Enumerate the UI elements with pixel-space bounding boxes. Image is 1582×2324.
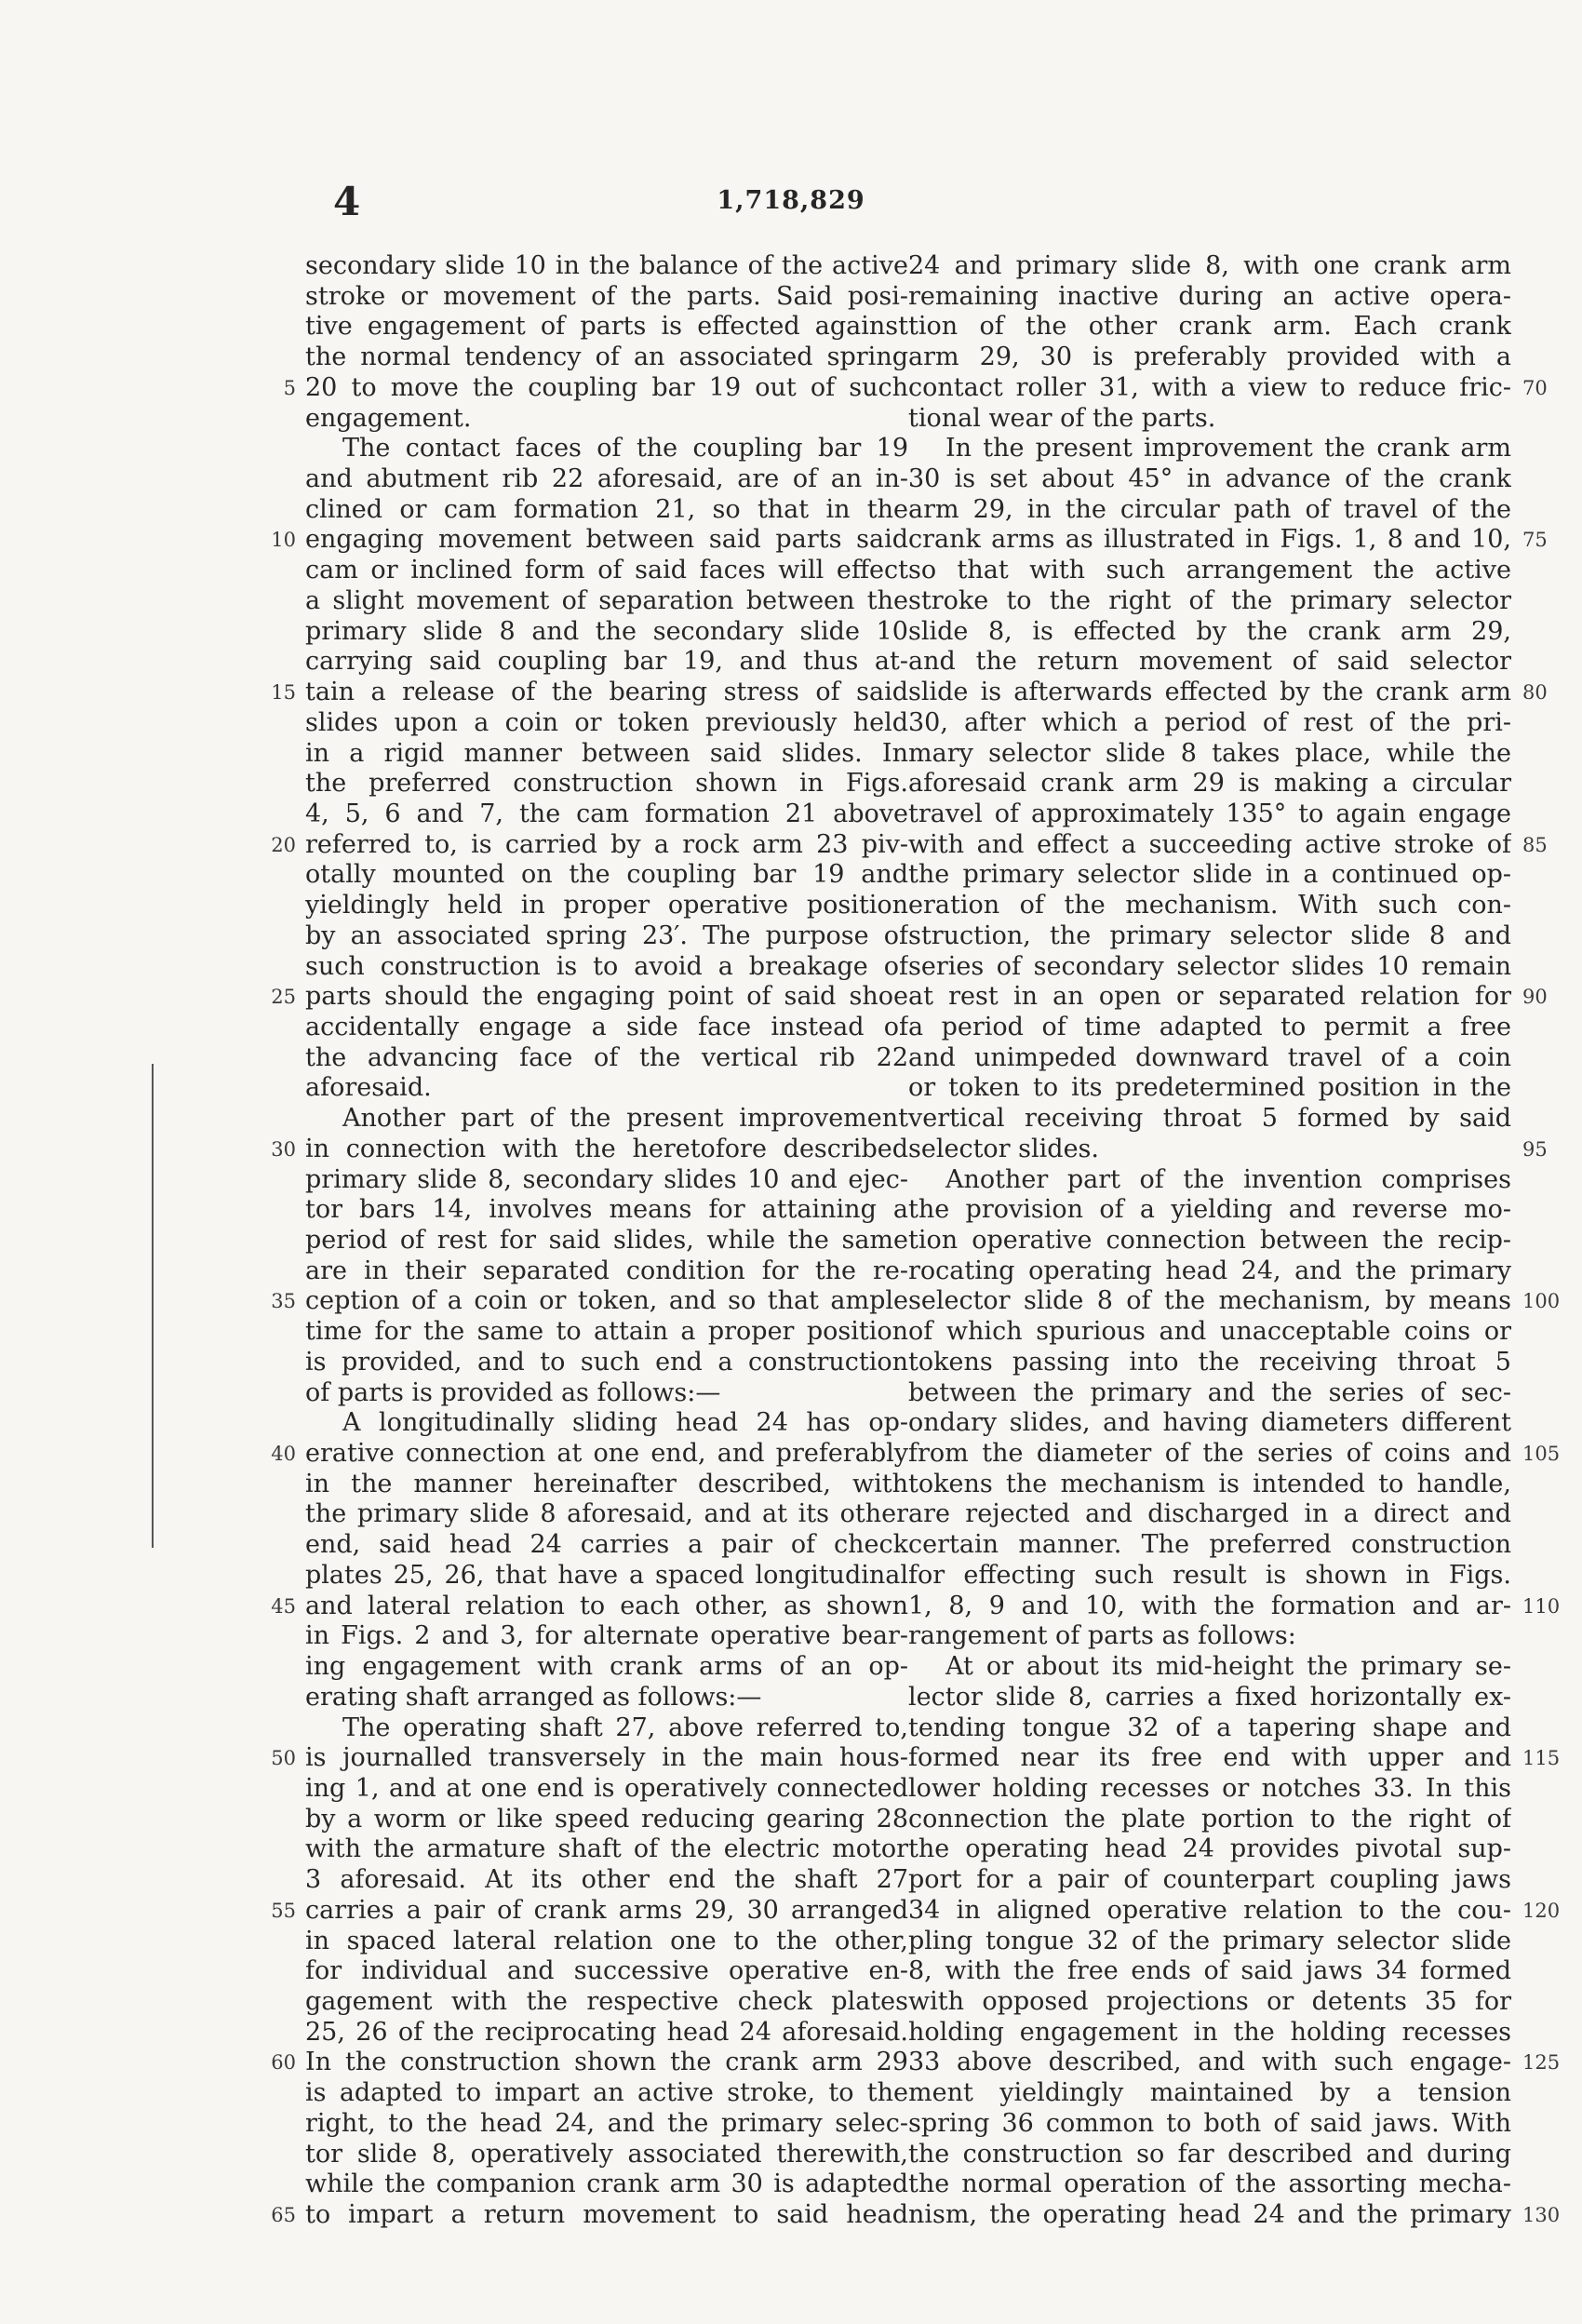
text-line: in spaced lateral relation one to the other, bbox=[305, 1926, 908, 1955]
text-line: 30, after which a period of rest of the pri- bbox=[908, 707, 1511, 737]
right-line-number: 125 bbox=[1522, 2051, 1561, 2075]
text-line: the operating head 24 provides pivotal sup- bbox=[908, 1834, 1511, 1864]
left-text-column bbox=[305, 251, 908, 2231]
text-line: with the armature shaft of the electric motor bbox=[305, 1834, 908, 1864]
text-line: mary selector slide 8 takes place, while the bbox=[908, 738, 1511, 768]
right-line-number: 85 bbox=[1522, 833, 1548, 856]
text-line: otally mounted on the coupling bar 19 and bbox=[305, 860, 908, 890]
right-line-number: 130 bbox=[1522, 2204, 1561, 2227]
text-line: engagement. bbox=[305, 403, 472, 433]
text-line: while the companion crank arm 30 is adapted bbox=[305, 2170, 908, 2199]
text-line: slides upon a coin or token previously held bbox=[305, 707, 908, 737]
text-line: plates 25, 26, that have a spaced longitudinal bbox=[305, 1560, 908, 1590]
text-line: for effecting such result is shown in Figs. bbox=[908, 1560, 1511, 1590]
text-line: carries a pair of crank arms 29, 30 arranged bbox=[305, 1895, 908, 1925]
text-line: slide is afterwards effected by the crank arm bbox=[908, 678, 1511, 707]
text-line: connection the plate portion to the right of bbox=[908, 1804, 1511, 1834]
text-line: 24 and primary slide 8, with one crank arm bbox=[908, 251, 1511, 280]
text-line: ment yieldingly maintained by a tension bbox=[908, 2078, 1511, 2108]
text-line: ception of a coin or token, and so that ample bbox=[305, 1286, 908, 1316]
text-line: stroke or movement of the parts. Said posi- bbox=[305, 281, 908, 311]
text-line: pling tongue 32 of the primary selector slide bbox=[908, 1926, 1511, 1955]
text-line: 3 aforesaid. At its other end the shaft 27 bbox=[305, 1865, 908, 1895]
right-line-number: 75 bbox=[1522, 529, 1548, 552]
text-line: primary slide 8, secondary slides 10 and ejec- bbox=[305, 1164, 908, 1194]
page-number: 4 bbox=[333, 179, 361, 224]
text-line: by a worm or like speed reducing gearing 28 bbox=[305, 1804, 908, 1834]
text-line: vertical receiving throat 5 formed by said bbox=[908, 1104, 1511, 1134]
margin-mark bbox=[152, 1064, 154, 1548]
text-line: selector slide 8 of the mechanism, by means bbox=[908, 1286, 1511, 1316]
right-line-number: 95 bbox=[1522, 1137, 1548, 1161]
left-line-number: 25 bbox=[271, 986, 296, 1009]
text-line: Another part of the invention comprises bbox=[945, 1164, 1511, 1194]
text-line: is provided, and to such end a construction bbox=[305, 1347, 908, 1377]
text-line: the primary selector slide in a continued op- bbox=[908, 860, 1511, 890]
text-line: tor slide 8, operatively associated therewith, bbox=[305, 2139, 908, 2169]
text-line: with and effect a succeeding active stroke of bbox=[908, 829, 1511, 859]
text-line: the provision of a yielding and reverse mo- bbox=[908, 1195, 1511, 1225]
left-line-number: 55 bbox=[271, 1899, 296, 1922]
text-line: spring 36 common to both of said jaws. With bbox=[908, 2108, 1511, 2138]
text-line: aforesaid. bbox=[305, 1073, 432, 1103]
text-line: in Figs. 2 and 3, for alternate operative bear- bbox=[305, 1621, 908, 1651]
text-line: ing engagement with crank arms of an op- bbox=[305, 1652, 908, 1682]
text-line: certain manner. The preferred construction bbox=[908, 1530, 1511, 1560]
text-line: right, to the head 24, and the primary selec- bbox=[305, 2108, 908, 2138]
text-line: tending tongue 32 of a tapering shape and bbox=[908, 1713, 1511, 1742]
text-line: is adapted to impart an active stroke, to the bbox=[305, 2078, 908, 2108]
text-line: port for a pair of counterpart coupling jaws bbox=[908, 1865, 1511, 1895]
left-line-number: 20 bbox=[271, 833, 296, 856]
left-line-number: 45 bbox=[271, 1594, 296, 1618]
text-line: tion of the other crank arm. Each crank bbox=[908, 312, 1511, 342]
patent-number: 1,718,829 bbox=[717, 186, 865, 215]
left-line-number: 65 bbox=[271, 2204, 296, 2227]
text-line: arm 29, 30 is preferably provided with a bbox=[908, 343, 1511, 372]
text-line: and abutment rib 22 aforesaid, are of an in- bbox=[305, 464, 908, 494]
text-line: period of rest for said slides, while the same bbox=[305, 1226, 908, 1255]
right-line-number: 115 bbox=[1522, 1747, 1561, 1770]
text-line: 30 is set about 45° in advance of the crank bbox=[908, 464, 1511, 494]
text-line: in connection with the heretofore described bbox=[305, 1134, 908, 1163]
text-line: with opposed projections or detents 35 for bbox=[908, 1986, 1511, 2016]
text-line: between the primary and the series of sec- bbox=[908, 1377, 1511, 1407]
text-line: primary slide 8 and the secondary slide 10 bbox=[305, 616, 908, 646]
text-line: remaining inactive during an active opera- bbox=[908, 281, 1511, 311]
text-line: is journalled transversely in the main hous- bbox=[305, 1743, 908, 1773]
text-line: selector slides. bbox=[908, 1134, 1099, 1163]
text-line: struction, the primary selector slide 8 and bbox=[908, 920, 1511, 950]
text-line: At or about its mid-height the primary se- bbox=[945, 1652, 1511, 1682]
text-line: erative connection at one end, and preferably bbox=[305, 1439, 908, 1469]
text-line: 25, 26 of the reciprocating head 24 aforesaid. bbox=[305, 2017, 908, 2047]
right-text-column bbox=[908, 251, 1511, 2231]
text-line: holding engagement in the holding recesses bbox=[908, 2017, 1511, 2047]
text-line: such construction is to avoid a breakage of bbox=[305, 951, 908, 981]
text-line: by an associated spring 23′. The purpose of bbox=[305, 920, 908, 950]
text-line: and lateral relation to each other, as shown bbox=[305, 1591, 908, 1620]
text-line: time for the same to attain a proper position bbox=[305, 1317, 908, 1347]
right-line-number: 105 bbox=[1522, 1443, 1561, 1466]
text-line: the preferred construction shown in Figs. bbox=[305, 769, 908, 799]
text-line: and unimpeded downward travel of a coin bbox=[908, 1042, 1511, 1072]
text-line: gagement with the respective check plates bbox=[305, 1986, 908, 2016]
left-line-number: 40 bbox=[271, 1443, 296, 1466]
text-line: tion operative connection between the recip- bbox=[908, 1226, 1511, 1255]
text-line: slide 8, is effected by the crank arm 29, bbox=[908, 616, 1511, 646]
text-line: and the return movement of said selector bbox=[908, 647, 1511, 677]
text-line: in a rigid manner between said slides. In bbox=[305, 738, 908, 768]
left-line-number: 10 bbox=[271, 529, 296, 552]
text-line: the primary slide 8 aforesaid, and at its other bbox=[305, 1499, 908, 1529]
text-line: tive engagement of parts is effected against bbox=[305, 312, 908, 342]
text-line: secondary slide 10 in the balance of the active bbox=[305, 251, 908, 280]
right-line-number: 110 bbox=[1522, 1594, 1561, 1618]
left-line-number: 60 bbox=[271, 2051, 296, 2075]
text-line: 34 in aligned operative relation to the cou- bbox=[908, 1895, 1511, 1925]
left-line-number: 15 bbox=[271, 681, 296, 705]
left-line-number: 35 bbox=[271, 1290, 296, 1313]
text-line: clined or cam formation 21, so that in the bbox=[305, 494, 908, 524]
text-line: aforesaid crank arm 29 is making a circular bbox=[908, 769, 1511, 799]
left-line-number: 30 bbox=[271, 1137, 296, 1161]
text-line: 8, with the free ends of said jaws 34 formed bbox=[908, 1956, 1511, 1986]
text-line: for individual and successive operative en- bbox=[305, 1956, 908, 1986]
text-line: cam or inclined form of said faces will effect bbox=[305, 556, 908, 585]
text-line: 4, 5, 6 and 7, the cam formation 21 above bbox=[305, 799, 908, 828]
text-line: tional wear of the parts. bbox=[908, 403, 1216, 433]
text-line: tokens the mechanism is intended to handle, bbox=[908, 1469, 1511, 1498]
left-line-number: 50 bbox=[271, 1747, 296, 1770]
text-line: the advancing face of the vertical rib 22 bbox=[305, 1042, 908, 1072]
text-line: of parts is provided as follows:— bbox=[305, 1377, 721, 1407]
text-line: a slight movement of separation between the bbox=[305, 585, 908, 615]
text-line: rocating operating head 24, and the primary bbox=[908, 1256, 1511, 1285]
text-line: parts should the engaging point of said shoe bbox=[305, 982, 908, 1012]
text-line: erating shaft arranged as follows:— bbox=[305, 1682, 762, 1712]
text-line: travel of approximately 135° to again engage bbox=[908, 799, 1511, 828]
text-line: In the construction shown the crank arm 29 bbox=[305, 2048, 908, 2077]
text-line: formed near its free end with upper and bbox=[908, 1743, 1511, 1773]
text-line: eration of the mechanism. With such con- bbox=[908, 891, 1511, 920]
text-line: In the present improvement the crank arm bbox=[945, 434, 1511, 463]
text-line: referred to, is carried by a rock arm 23 piv- bbox=[305, 829, 908, 859]
right-line-number: 100 bbox=[1522, 1290, 1561, 1313]
text-line: of which spurious and unacceptable coins or bbox=[908, 1317, 1511, 1347]
text-line: The contact faces of the coupling bar 19 bbox=[342, 434, 908, 463]
text-line: ondary slides, and having diameters different bbox=[908, 1408, 1511, 1438]
left-line-number: 5 bbox=[283, 376, 296, 399]
text-line: the normal operation of the assorting mecha- bbox=[908, 2170, 1511, 2199]
text-line: contact roller 31, with a view to reduce fric- bbox=[908, 372, 1511, 402]
text-line: 33 above described, and with such engage- bbox=[908, 2048, 1511, 2077]
text-line: end, said head 24 carries a pair of check bbox=[305, 1530, 908, 1560]
text-line: series of secondary selector slides 10 remain bbox=[908, 951, 1511, 981]
right-line-number: 80 bbox=[1522, 681, 1548, 705]
text-line: 20 to move the coupling bar 19 out of such bbox=[305, 372, 908, 402]
text-line: A longitudinally sliding head 24 has op- bbox=[342, 1408, 908, 1438]
text-line: 1, 8, 9 and 10, with the formation and ar- bbox=[908, 1591, 1511, 1620]
text-line: crank arms as illustrated in Figs. 1, 8 and 10, bbox=[908, 525, 1511, 555]
text-line: tokens passing into the receiving throat 5 bbox=[908, 1347, 1511, 1377]
text-line: stroke to the right of the primary selector bbox=[908, 585, 1511, 615]
right-line-number: 120 bbox=[1522, 1899, 1561, 1922]
right-line-number: 90 bbox=[1522, 986, 1548, 1009]
text-line: lector slide 8, carries a fixed horizontally ex- bbox=[908, 1682, 1511, 1712]
text-line: nism, the operating head 24 and the primary bbox=[908, 2200, 1511, 2229]
text-line: at rest in an open or separated relation for bbox=[908, 982, 1511, 1012]
text-line: accidentally engage a side face instead of bbox=[305, 1012, 908, 1041]
text-line: to impart a return movement to said head bbox=[305, 2200, 908, 2229]
text-line: Another part of the present improvement bbox=[342, 1104, 908, 1134]
text-line: are rejected and discharged in a direct and bbox=[908, 1499, 1511, 1529]
text-line: The operating shaft 27, above referred to, bbox=[342, 1713, 908, 1742]
text-line: so that with such arrangement the active bbox=[908, 556, 1511, 585]
text-line: tor bars 14, involves means for attaining a bbox=[305, 1195, 908, 1225]
text-line: ing 1, and at one end is operatively connected bbox=[305, 1773, 908, 1803]
text-line: rangement of parts as follows: bbox=[908, 1621, 1296, 1651]
text-line: the construction so far described and during bbox=[908, 2139, 1511, 2169]
text-line: are in their separated condition for the re- bbox=[305, 1256, 908, 1285]
text-line: in the manner hereinafter described, with bbox=[305, 1469, 908, 1498]
text-line: a period of time adapted to permit a free bbox=[908, 1012, 1511, 1041]
text-line: lower holding recesses or notches 33. In this bbox=[908, 1773, 1511, 1803]
text-line: from the diameter of the series of coins and bbox=[908, 1439, 1511, 1469]
text-line: tain a release of the bearing stress of said bbox=[305, 678, 908, 707]
text-line: arm 29, in the circular path of travel of the bbox=[908, 494, 1511, 524]
right-line-number: 70 bbox=[1522, 376, 1548, 399]
text-line: carrying said coupling bar 19, and thus at- bbox=[305, 647, 908, 677]
text-line: the normal tendency of an associated spring bbox=[305, 343, 908, 372]
text-line: or token to its predetermined position in the bbox=[908, 1073, 1511, 1103]
text-line: yieldingly held in proper operative position bbox=[305, 891, 908, 920]
text-line: engaging movement between said parts said bbox=[305, 525, 908, 555]
